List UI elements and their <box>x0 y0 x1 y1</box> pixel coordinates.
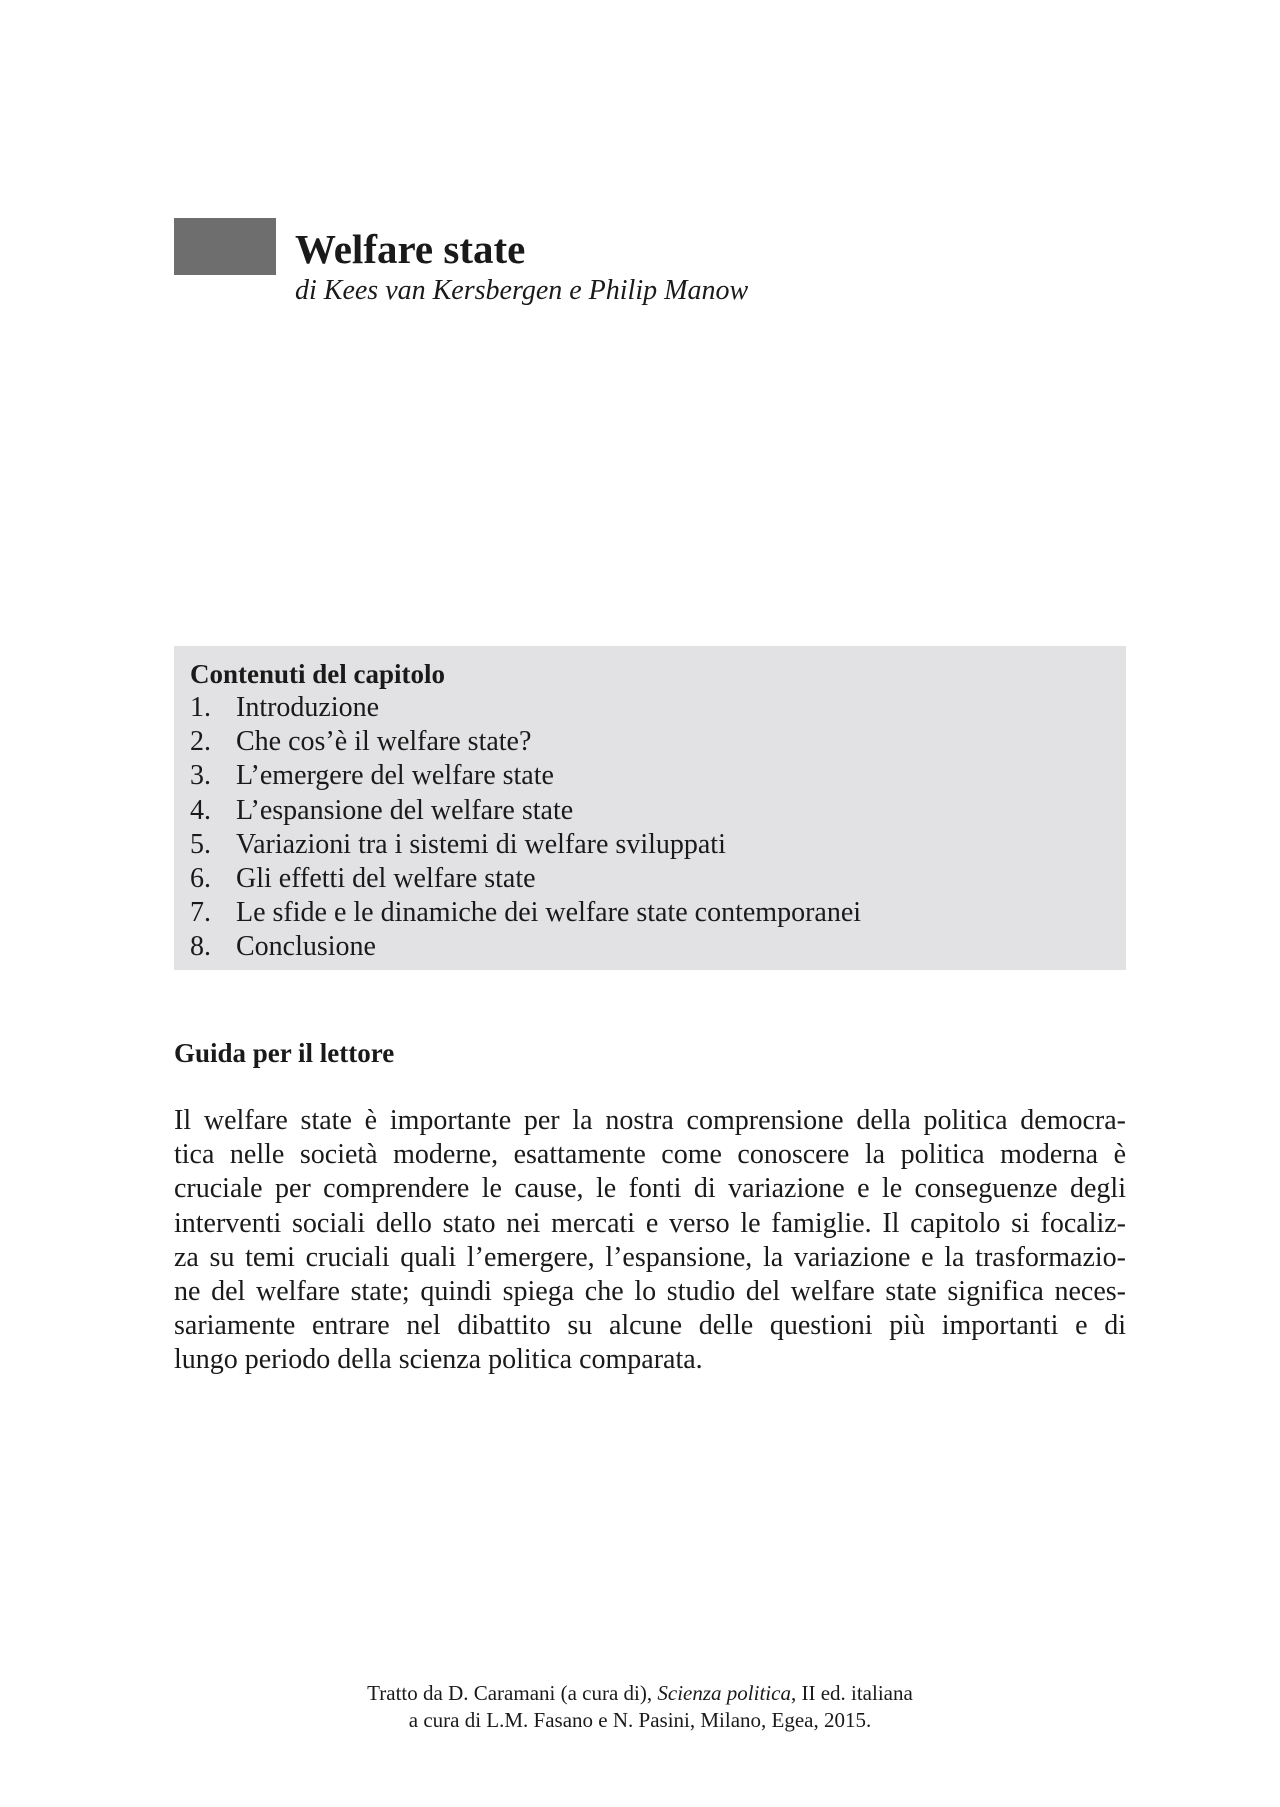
contents-item-number: 6. <box>190 863 211 895</box>
paragraph-line: ne del welfare state; quindi spiega che lo studio del welfare state significa neces- <box>174 1276 1126 1308</box>
paragraph-line: interventi sociali dello stato nei mercati e verso le famiglie. Il capitolo si focaliz- <box>174 1207 1126 1239</box>
chapter-marker-block <box>174 218 276 275</box>
contents-item-number: 8. <box>190 931 211 963</box>
citation-edition: , II ed. italiana <box>790 1681 913 1705</box>
contents-item <box>190 691 1126 725</box>
source-citation-footer <box>0 1680 1280 1734</box>
reader-guide-heading: Guida per il lettore <box>174 1038 395 1068</box>
chapter-authors: di Kees van Kersbergen e Philip Manow <box>295 275 749 306</box>
paragraph-line: lungo periodo della scienza politica comparata. <box>174 1344 703 1376</box>
contents-item <box>190 794 1126 828</box>
contents-item-label: Variazioni tra i sistemi di welfare sviluppati <box>236 828 726 860</box>
paragraph-line: za su temi cruciali quali l’emergere, l’espansione, la variazione e la trasformazio- <box>174 1241 1126 1273</box>
contents-item <box>190 759 1126 793</box>
contents-heading: Contenuti del capitolo <box>190 659 446 689</box>
contents-item-label: L’emergere del welfare state <box>236 760 554 792</box>
reader-guide-paragraph <box>174 1104 1126 1378</box>
contents-item-label: Gli effetti del welfare state <box>236 863 536 895</box>
contents-item-number: 5. <box>190 828 211 860</box>
contents-item-number: 3. <box>190 760 211 792</box>
contents-item-label: Conclusione <box>236 931 376 963</box>
contents-item <box>190 930 1126 964</box>
paragraph-line: cruciale per comprendere le cause, le fonti di variazione e le conseguenze degli <box>174 1173 1126 1205</box>
contents-item-label: L’espansione del welfare state <box>236 794 574 826</box>
citation-line-1 <box>0 1680 1280 1707</box>
contents-item-number: 1. <box>190 692 211 723</box>
paragraph-line: Il welfare state è importante per la nostra comprensione della politica democra- <box>174 1105 1126 1136</box>
contents-item-number: 2. <box>190 726 211 758</box>
paragraph-line: tica nelle società moderne, esattamente come conoscere la politica moderna è <box>174 1139 1126 1171</box>
chapter-contents-box <box>174 646 1126 970</box>
contents-item-number: 4. <box>190 794 211 826</box>
chapter-title: Welfare state <box>295 226 526 272</box>
citation-line-2: a cura di L.M. Fasano e N. Pasini, Milano, Egea, 2015. <box>408 1708 872 1732</box>
citation-prefix: Tratto da D. Caramani (a cura di), <box>367 1681 658 1705</box>
contents-item-label: Le sfide e le dinamiche dei welfare state contemporanei <box>236 897 862 929</box>
contents-item <box>190 725 1126 759</box>
contents-item-number: 7. <box>190 897 211 929</box>
paragraph-line: sariamente entrare nel dibattito su alcune delle questioni più importanti e di <box>174 1310 1126 1342</box>
contents-list <box>190 691 1126 965</box>
contents-item <box>190 896 1126 930</box>
contents-item <box>190 828 1126 862</box>
contents-item-label: Introduzione <box>236 692 380 723</box>
contents-item <box>190 862 1126 896</box>
citation-book-title: Scienza politica <box>657 1681 791 1705</box>
contents-item-label: Che cos’è il welfare state? <box>236 726 532 758</box>
